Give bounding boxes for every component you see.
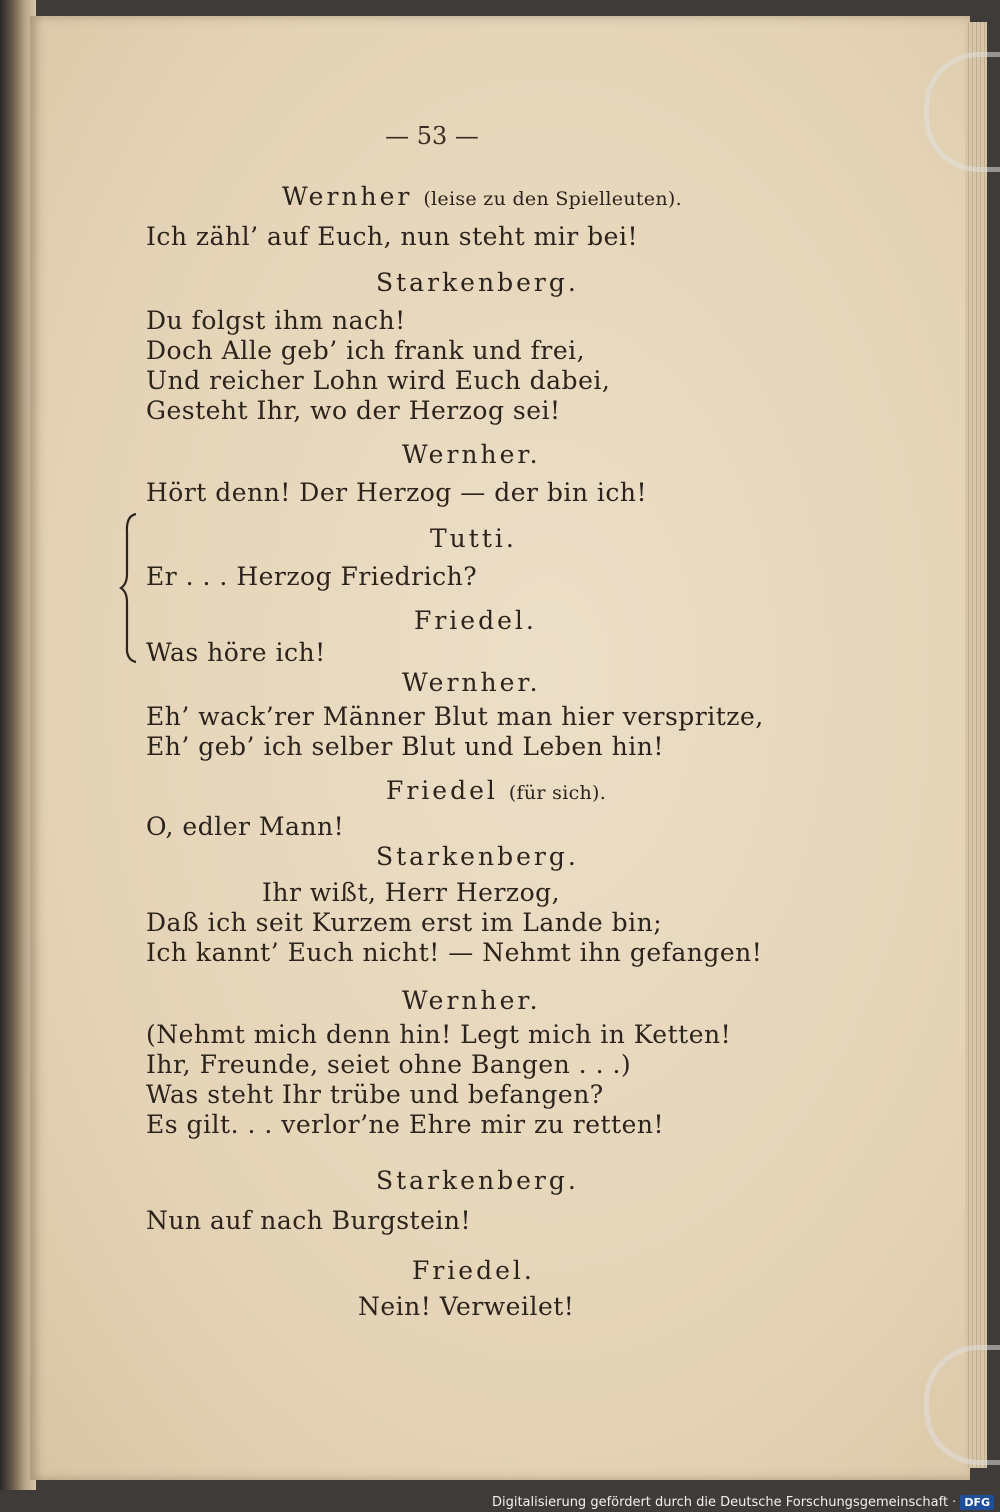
verse-line: Und reicher Lohn wird Euch dabei, bbox=[146, 366, 611, 395]
verse-line: Eh’ geb’ ich selber Blut und Leben hin! bbox=[146, 732, 664, 761]
verse-line: Er . . . Herzog Friedrich? bbox=[146, 562, 478, 591]
verse-line: Ich zähl’ auf Euch, nun steht mir bei! bbox=[146, 222, 638, 251]
stage-direction: (leise zu den Spielleuten). bbox=[423, 188, 682, 210]
dfg-logo: DFG bbox=[960, 1495, 994, 1510]
speaker-name: Starkenberg. bbox=[376, 842, 579, 871]
speaker-name: Wernher. bbox=[402, 986, 541, 1015]
verse-line: Gesteht Ihr, wo der Herzog sei! bbox=[146, 396, 561, 425]
verse-line: (Nehmt mich denn hin! Legt mich in Ketten! bbox=[146, 1020, 732, 1049]
speaker-name: Wernher. bbox=[402, 440, 541, 469]
verse-line: Daß ich seit Kurzem erst im Lande bin; bbox=[146, 908, 663, 937]
verse-line: Hört denn! Der Herzog — der bin ich! bbox=[146, 478, 648, 507]
verse-line: Nein! Verweilet! bbox=[358, 1292, 575, 1321]
verse-line: Was höre ich! bbox=[146, 638, 326, 667]
speaker-name: Wernher. bbox=[402, 668, 541, 697]
speaker-name: Starkenberg. bbox=[376, 1166, 579, 1195]
verse-line: Ich kannt’ Euch nicht! — Nehmt ihn gefangen! bbox=[146, 938, 763, 967]
verse-line: Eh’ wack’rer Männer Blut man hier verspritze, bbox=[146, 702, 764, 731]
speaker-label bbox=[386, 776, 606, 805]
digitization-credit bbox=[492, 1495, 994, 1510]
speaker-name: Wernher bbox=[282, 182, 413, 211]
verse-line: O, edler Mann! bbox=[146, 812, 345, 841]
speaker-name: Friedel. bbox=[412, 1256, 535, 1285]
verse-line: Du folgst ihm nach! bbox=[146, 306, 406, 335]
credit-text: Digitalisierung gefördert durch die Deutsche Forschungsgemeinschaft · bbox=[491, 1495, 957, 1510]
verse-line: Doch Alle geb’ ich frank und frei, bbox=[146, 336, 586, 365]
speaker-name: Friedel bbox=[386, 776, 498, 805]
page-number: — 53 — bbox=[385, 122, 479, 150]
verse-line: Ihr wißt, Herr Herzog, bbox=[262, 878, 561, 907]
verse-line: Was steht Ihr trübe und befangen? bbox=[146, 1080, 604, 1109]
verse-line: Ihr, Freunde, seiet ohne Bangen . . .) bbox=[146, 1050, 632, 1079]
page-stack-edge bbox=[965, 22, 987, 1468]
speaker-name: Starkenberg. bbox=[376, 268, 579, 297]
speaker-name: Tutti. bbox=[430, 524, 517, 553]
stage-direction: (für sich). bbox=[508, 782, 607, 804]
speaker-label bbox=[282, 182, 682, 211]
speaker-name: Friedel. bbox=[414, 606, 537, 635]
verse-line: Nun auf nach Burgstein! bbox=[146, 1206, 472, 1235]
brace-bracket bbox=[118, 512, 142, 664]
verse-line: Es gilt. . . verlor’ne Ehre mir zu retten! bbox=[146, 1110, 665, 1139]
